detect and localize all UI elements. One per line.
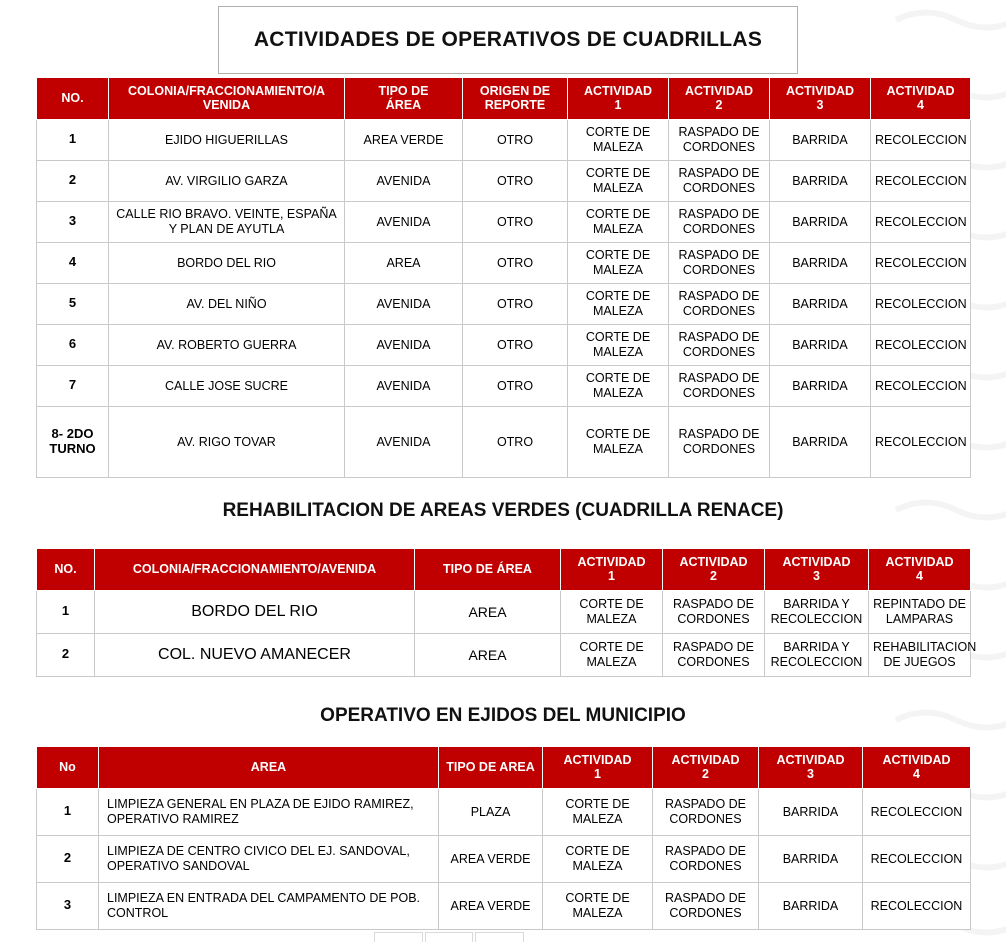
cell-origen: OTRO [463,365,568,406]
col-colonia: COLONIA/FRACCIONAMIENTO/AVENIDA [95,549,415,591]
page-bottom-partial-row [374,932,524,942]
col-no: NO. [37,78,109,120]
cell-origen: OTRO [463,160,568,201]
table-row [37,590,971,633]
cell-actividad-3: BARRIDA [759,835,863,882]
cell-tipo: AVENIDA [345,160,463,201]
cell-actividad-2: RASPADO DE CORDONES [653,835,759,882]
col-actividad-3: ACTIVIDAD 3 [765,549,869,591]
cell-colonia: AV. ROBERTO GUERRA [109,324,345,365]
cell-colonia: CALLE JOSE SUCRE [109,365,345,406]
cell-actividad-4: RECOLECCION [871,242,971,283]
col-actividad-3: ACTIVIDAD 3 [770,78,871,120]
partial-cell [374,932,423,942]
cell-actividad-3: BARRIDA [770,406,871,477]
col-actividad-3: ACTIVIDAD 3 [759,747,863,789]
cell-actividad-3: BARRIDA [770,365,871,406]
table-row [37,119,971,160]
table-row [37,835,971,882]
table-row [37,283,971,324]
table-header-row [37,747,971,789]
cell-actividad-1: CORTE DE MALEZA [568,160,669,201]
cell-actividad-3: BARRIDA Y RECOLECCION [765,633,869,676]
cell-origen: OTRO [463,201,568,242]
cell-tipo: AVENIDA [345,324,463,365]
cell-actividad-4: RECOLECCION [863,835,971,882]
table-ejidos-wrap [36,746,970,930]
table-row [37,324,971,365]
cell-actividad-4: RECOLECCION [871,283,971,324]
cell-no: 1 [37,119,109,160]
col-origen-reporte: ORIGEN DE REPORTE [463,78,568,120]
col-actividad-2: ACTIVIDAD 2 [663,549,765,591]
cell-actividad-3: BARRIDA [770,283,871,324]
cell-actividad-4: RECOLECCION [871,119,971,160]
cell-no: 3 [37,882,99,929]
cell-actividad-4: RECOLECCION [863,788,971,835]
cell-actividad-1: CORTE DE MALEZA [543,788,653,835]
cell-tipo: AREA [345,242,463,283]
document-title-box [218,6,798,74]
cell-actividad-4: RECOLECCION [871,160,971,201]
col-area: AREA [99,747,439,789]
cell-colonia: COL. NUEVO AMANECER [95,633,415,676]
cell-actividad-1: CORTE DE MALEZA [561,633,663,676]
table-row [37,365,971,406]
cell-no: 1 [37,590,95,633]
section-heading-ejidos: OPERATIVO EN EJIDOS DEL MUNICIPIO [320,705,686,726]
cell-actividad-4: REHABILITACION DE JUEGOS [869,633,971,676]
cell-actividad-1: CORTE DE MALEZA [568,119,669,160]
table-rehabilitacion-areas-verdes [36,548,977,677]
cell-actividad-3: BARRIDA [770,119,871,160]
cell-actividad-2: RASPADO DE CORDONES [669,406,770,477]
cell-no: 5 [37,283,109,324]
cell-tipo: AREA [415,633,561,676]
cell-actividad-1: CORTE DE MALEZA [568,406,669,477]
cell-origen: OTRO [463,283,568,324]
table-row [37,788,971,835]
cell-colonia: CALLE RIO BRAVO. VEINTE, ESPAÑA Y PLAN DE AYUTLA [109,201,345,242]
table-header-row [37,549,971,591]
cell-actividad-1: CORTE DE MALEZA [568,324,669,365]
cell-actividad-1: CORTE DE MALEZA [568,242,669,283]
partial-cell [425,932,474,942]
cell-colonia: BORDO DEL RIO [95,590,415,633]
cell-actividad-1: CORTE DE MALEZA [568,201,669,242]
table-row [37,633,971,676]
table-renace-wrap [36,548,977,677]
cell-no: 2 [37,160,109,201]
cell-origen: OTRO [463,242,568,283]
cell-actividad-4: RECOLECCION [871,201,971,242]
cell-actividad-3: BARRIDA [770,324,871,365]
page-title: ACTIVIDADES DE OPERATIVOS DE CUADRILLAS [253,28,763,51]
cell-actividad-1: CORTE DE MALEZA [561,590,663,633]
cell-actividad-1: CORTE DE MALEZA [568,365,669,406]
cell-colonia: AV. RIGO TOVAR [109,406,345,477]
cell-actividad-1: CORTE DE MALEZA [543,882,653,929]
cell-colonia: EJIDO HIGUERILLAS [109,119,345,160]
cell-actividad-2: RASPADO DE CORDONES [653,788,759,835]
cell-no: 1 [37,788,99,835]
col-colonia: COLONIA/FRACCIONAMIENTO/A VENIDA [109,78,345,120]
cell-tipo: AREA VERDE [439,835,543,882]
cell-actividad-2: RASPADO DE CORDONES [663,633,765,676]
col-actividad-4: ACTIVIDAD 4 [863,747,971,789]
cell-actividad-2: RASPADO DE CORDONES [669,160,770,201]
cell-colonia: AV. VIRGILIO GARZA [109,160,345,201]
section-heading-rehabilitacion: REHABILITACION DE AREAS VERDES (CUADRILLA RENACE) [222,500,784,521]
cell-actividad-1: CORTE DE MALEZA [568,283,669,324]
cell-actividad-2: RASPADO DE CORDONES [669,365,770,406]
cell-actividad-2: RASPADO DE CORDONES [669,119,770,160]
cell-origen: OTRO [463,119,568,160]
cell-actividad-3: BARRIDA [759,882,863,929]
cell-actividad-2: RASPADO DE CORDONES [653,882,759,929]
cell-actividad-1: CORTE DE MALEZA [543,835,653,882]
cell-actividad-3: BARRIDA Y RECOLECCION [765,590,869,633]
col-actividad-1: ACTIVIDAD 1 [543,747,653,789]
table-row [37,201,971,242]
table-row [37,242,971,283]
cell-no: 8- 2DO TURNO [37,406,109,477]
col-tipo-area: TIPO DE ÁREA [345,78,463,120]
col-actividad-4: ACTIVIDAD 4 [871,78,971,120]
cell-actividad-3: BARRIDA [770,201,871,242]
cell-origen: OTRO [463,406,568,477]
cell-actividad-2: RASPADO DE CORDONES [669,201,770,242]
cell-no: 2 [37,835,99,882]
col-actividad-1: ACTIVIDAD 1 [568,78,669,120]
col-actividad-4: ACTIVIDAD 4 [869,549,971,591]
cell-actividad-2: RASPADO DE CORDONES [669,242,770,283]
table-header-row [37,78,971,120]
table-actividades-cuadrillas [36,77,971,478]
cell-tipo: AREA [415,590,561,633]
cell-actividad-4: RECOLECCION [871,365,971,406]
col-actividad-2: ACTIVIDAD 2 [669,78,770,120]
col-tipo-area: TIPO DE ÁREA [415,549,561,591]
table-cuadrillas-wrap [36,77,970,478]
cell-actividad-2: RASPADO DE CORDONES [669,324,770,365]
cell-actividad-4: REPINTADO DE LAMPARAS [869,590,971,633]
cell-no: 4 [37,242,109,283]
cell-tipo: AREA VERDE [345,119,463,160]
col-actividad-2: ACTIVIDAD 2 [653,747,759,789]
cell-actividad-4: RECOLECCION [863,882,971,929]
table-row [37,882,971,929]
cell-tipo: AVENIDA [345,406,463,477]
table-row [37,406,971,477]
cell-tipo: AVENIDA [345,201,463,242]
col-actividad-1: ACTIVIDAD 1 [561,549,663,591]
cell-actividad-4: RECOLECCION [871,324,971,365]
partial-cell [475,932,524,942]
cell-colonia: AV. DEL NIÑO [109,283,345,324]
col-no: NO. [37,549,95,591]
cell-no: 2 [37,633,95,676]
cell-tipo: AREA VERDE [439,882,543,929]
cell-actividad-2: RASPADO DE CORDONES [663,590,765,633]
cell-no: 7 [37,365,109,406]
cell-actividad-3: BARRIDA [759,788,863,835]
cell-origen: OTRO [463,324,568,365]
cell-area: LIMPIEZA DE CENTRO CIVICO DEL EJ. SANDOVAL, OPERATIVO SANDOVAL [99,835,439,882]
cell-area: LIMPIEZA EN ENTRADA DEL CAMPAMENTO DE POB. CONTROL [99,882,439,929]
cell-no: 6 [37,324,109,365]
col-no: No [37,747,99,789]
cell-actividad-4: RECOLECCION [871,406,971,477]
col-tipo-area: TIPO DE AREA [439,747,543,789]
cell-no: 3 [37,201,109,242]
table-row [37,160,971,201]
cell-actividad-2: RASPADO DE CORDONES [669,283,770,324]
cell-tipo: AVENIDA [345,365,463,406]
cell-colonia: BORDO DEL RIO [109,242,345,283]
table-operativo-ejidos [36,746,971,930]
cell-area: LIMPIEZA GENERAL EN PLAZA DE EJIDO RAMIREZ, OPERATIVO RAMIREZ [99,788,439,835]
cell-actividad-3: BARRIDA [770,242,871,283]
cell-tipo: PLAZA [439,788,543,835]
cell-tipo: AVENIDA [345,283,463,324]
cell-actividad-3: BARRIDA [770,160,871,201]
